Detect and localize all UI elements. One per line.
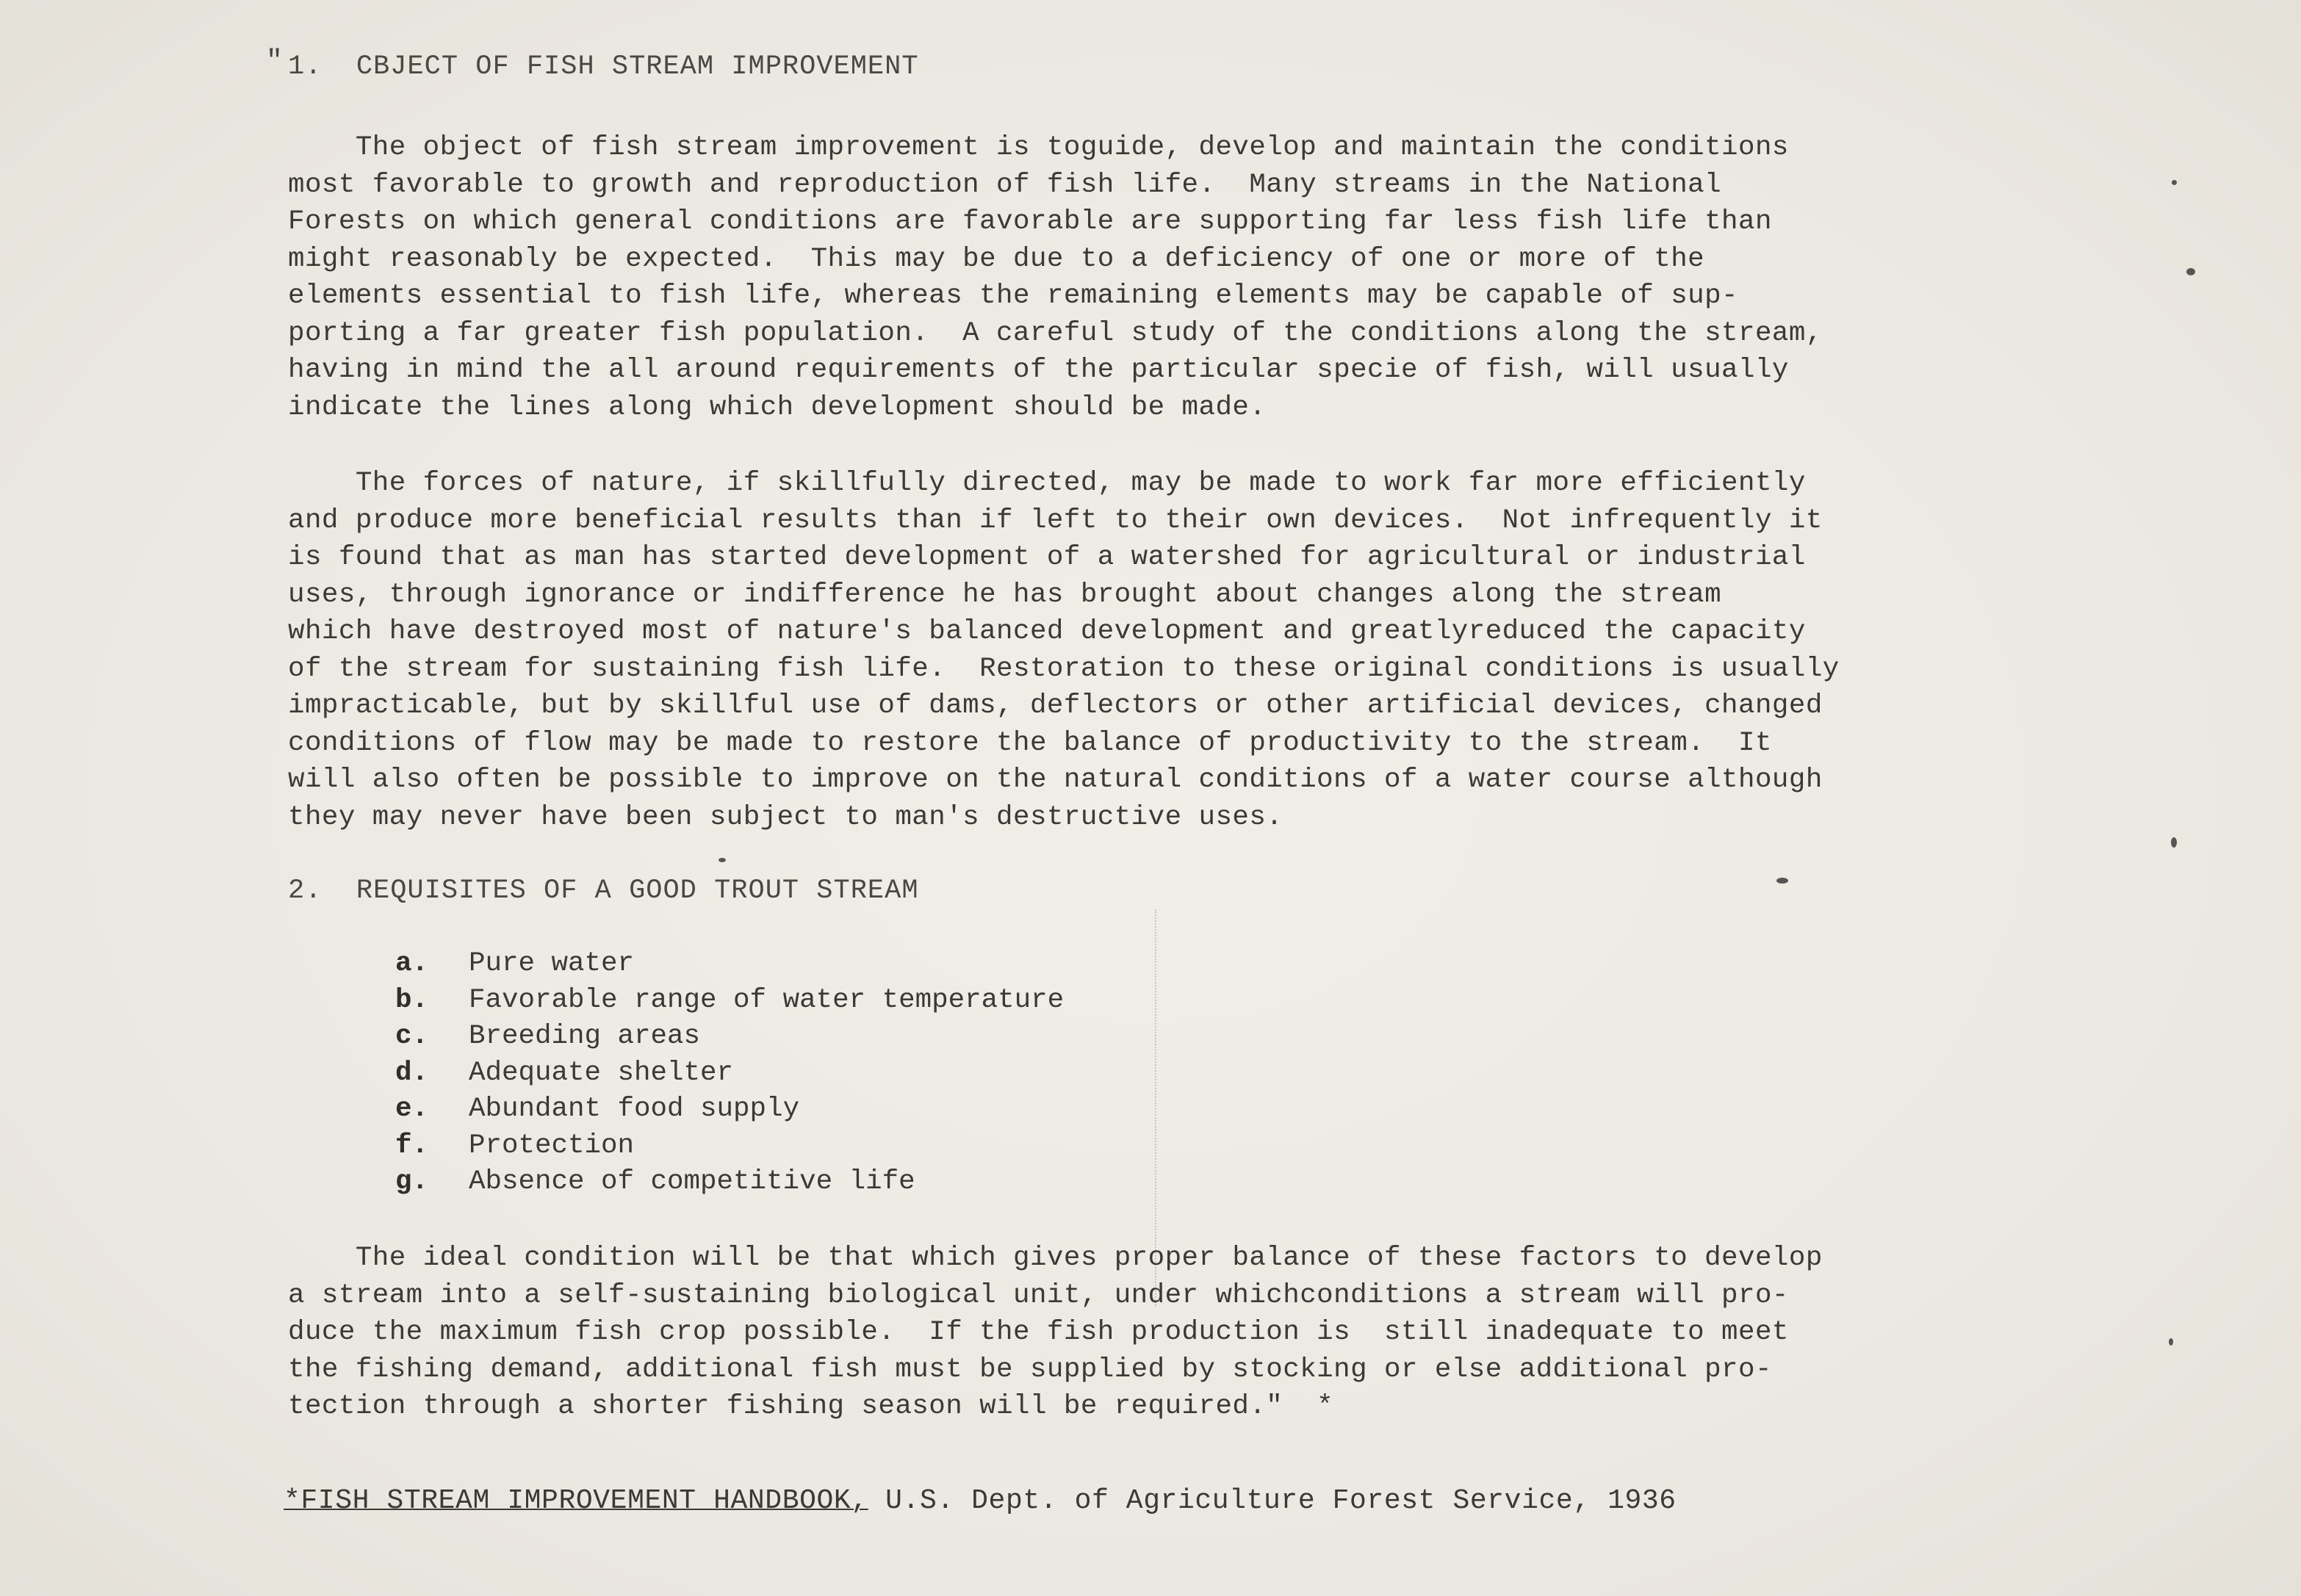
paper-speck	[2172, 180, 2177, 185]
text-line: a stream into a self-sustaining biological unit, under whichconditions a stream will pro-	[288, 1279, 1789, 1311]
text-line: indicate the lines along which development should be made.	[288, 391, 1267, 423]
text-line: which have destroyed most of nature's balanced development and greatlyreduced the capacity	[288, 616, 1806, 647]
list-item-letter: g.	[395, 1166, 429, 1197]
text-line: The ideal condition will be that which gives proper balance of these factors to develop	[288, 1243, 1823, 1274]
text-line: porting a far greater fish population. A careful study of the conditions along the stream,	[288, 317, 1823, 349]
list-item-letter: c.	[395, 1021, 429, 1052]
list-item	[395, 1055, 1064, 1092]
list-item-text: Pure water	[469, 948, 635, 979]
list-item-text: Adequate shelter	[469, 1057, 734, 1088]
list-item-letter: d.	[395, 1057, 429, 1088]
paper-speck	[2186, 268, 2195, 275]
text-line: uses, through ignorance or indifference he has brought about changes along the stream	[288, 579, 1722, 610]
list-item	[395, 983, 1064, 1019]
list-item-letter: f.	[395, 1130, 429, 1161]
list-item-text: Absence of competitive life	[469, 1166, 915, 1197]
text-line: impracticable, but by skillful use of dams, deflectors or other artificial devices, changed	[288, 690, 1823, 721]
section-1-heading: 1. CBJECT OF FISH STREAM IMPROVEMENT	[288, 51, 919, 82]
paper-speck	[1776, 878, 1788, 884]
list-item	[395, 1019, 1064, 1055]
paper-speck	[2169, 1338, 2173, 1346]
text-line: The object of fish stream improvement is toguide, develop and maintain the conditions	[288, 132, 1789, 163]
text-line: the fishing demand, additional fish must be supplied by stocking or else additional pro-	[288, 1354, 1772, 1385]
section-2-heading: 2. REQUISITES OF A GOOD TROUT STREAM	[288, 875, 919, 906]
list-item	[395, 1164, 1064, 1201]
list-item-letter: a.	[395, 948, 429, 979]
list-item-text: Protection	[469, 1130, 635, 1161]
text-line: duce the maximum fish crop possible. If the fish production is still inadequate to meet	[288, 1317, 1789, 1348]
text-line: The forces of nature, if skillfully directed, may be made to work far more efficiently	[288, 468, 1806, 499]
list-item-letter: b.	[395, 984, 429, 1016]
opening-quote-mark: "	[266, 46, 283, 77]
text-line: is found that as man has started development of a watershed for agricultural or industrial	[288, 542, 1806, 573]
footnote-source-title: *FISH STREAM IMPROVEMENT HANDBOOK,	[284, 1485, 868, 1517]
paper-speck	[2171, 837, 2177, 848]
requisites-list	[395, 946, 1064, 1201]
text-line: Forests on which general conditions are favorable are supporting far less fish life than	[288, 206, 1772, 237]
list-item-text: Favorable range of water temperature	[469, 984, 1065, 1016]
list-item-text: Abundant food supply	[469, 1094, 800, 1124]
text-line: they may never have been subject to man's destructive uses.	[288, 801, 1283, 833]
list-item	[395, 1128, 1064, 1165]
section-2-paragraph	[288, 1240, 1992, 1426]
footnote-citation: U.S. Dept. of Agriculture Forest Service, 1936	[868, 1485, 1677, 1517]
text-line: of the stream for sustaining fish life. Restoration to these original conditions is usually	[288, 653, 1840, 685]
text-line: most favorable to growth and reproduction of fish life. Many streams in the National	[288, 169, 1722, 201]
list-item-letter: e.	[395, 1094, 429, 1124]
text-line: conditions of flow may be made to restore the balance of productivity to the stream. It	[288, 727, 1772, 759]
section-1-paragraph-1	[288, 129, 1992, 426]
list-item	[395, 946, 1064, 983]
text-line: might reasonably be expected. This may be due to a deficiency of one or more of the	[288, 243, 1705, 275]
paper-speck	[719, 858, 726, 862]
list-item	[395, 1091, 1064, 1128]
text-line: tection through a shorter fishing season will be required." *	[288, 1391, 1334, 1422]
section-1-paragraph-2	[288, 465, 1992, 836]
text-line: elements essential to fish life, whereas the remaining elements may be capable of sup-	[288, 281, 1739, 311]
footnote	[284, 1485, 1677, 1517]
text-line: and produce more beneficial results than if left to their own devices. Not infrequently it	[288, 505, 1823, 536]
text-line: having in mind the all around requirements of the particular specie of fish, will usually	[288, 355, 1789, 386]
list-item-text: Breeding areas	[469, 1021, 701, 1052]
text-line: will also often be possible to improve on the natural conditions of a water course although	[288, 765, 1823, 795]
